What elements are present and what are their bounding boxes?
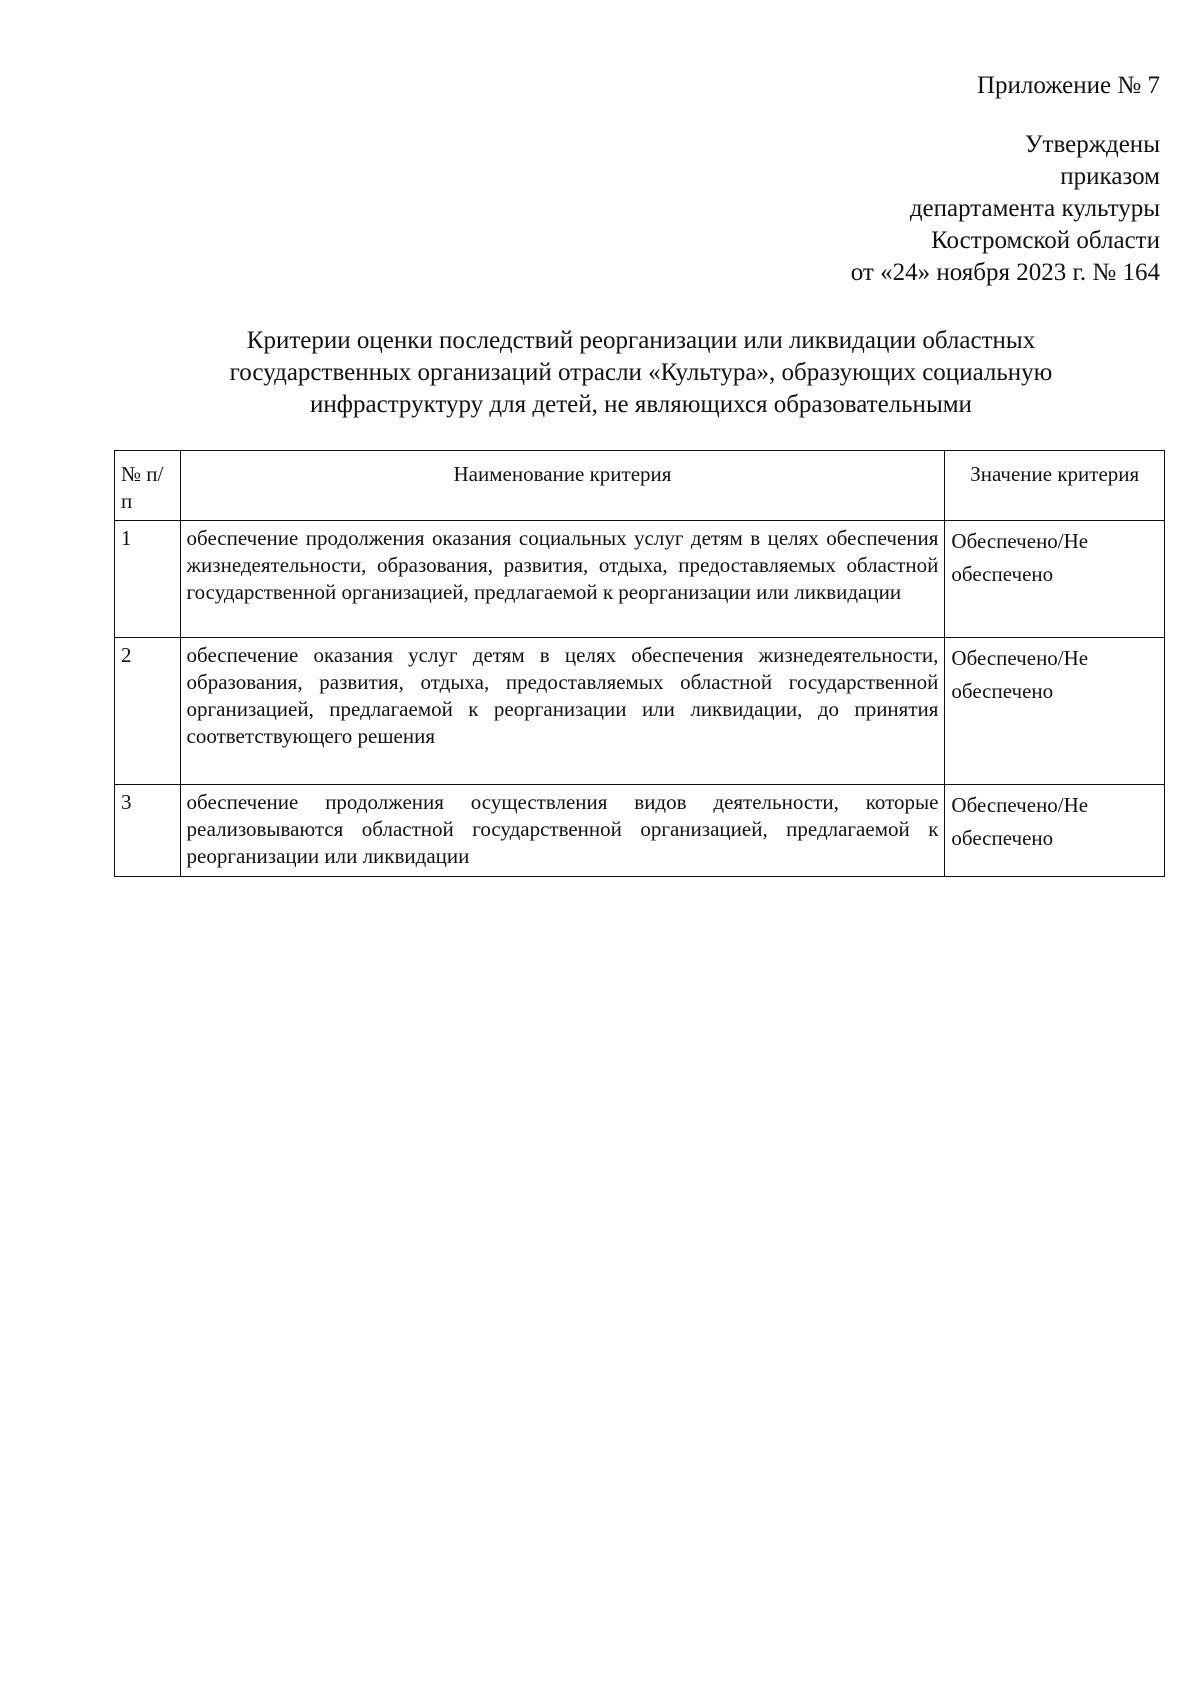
- table-row: [115, 521, 1165, 638]
- criterion-value: [945, 638, 1165, 785]
- row-number: 2: [115, 638, 181, 785]
- value-line: обеспечено: [951, 562, 1054, 586]
- header-criterion-value: Значение критерия: [945, 451, 1165, 521]
- table-row: [115, 785, 1165, 877]
- approval-line: Костромской области: [931, 227, 1160, 254]
- appendix-number: Приложение № 7: [976, 72, 1160, 99]
- title-line: государственных организаций отрасли «Культура», образующих социальную: [229, 359, 1053, 386]
- approval-line: Утверждены: [1024, 131, 1160, 158]
- approval-line: департамента культуры: [909, 195, 1160, 222]
- value-line: Обеспечено/Не: [951, 646, 1089, 670]
- criteria-table: [114, 450, 1165, 877]
- row-number: 1: [115, 521, 181, 638]
- approval-block: [851, 70, 1160, 289]
- value-line: обеспечено: [951, 826, 1054, 850]
- value-line: обеспечено: [951, 679, 1054, 703]
- row-number: 3: [115, 785, 181, 877]
- approval-date-line: от «24» ноября 2023 г. № 164: [850, 259, 1160, 286]
- document-title: [115, 325, 1167, 421]
- criterion-name: обеспечение продолжения оказания социальных услуг детям в целях обеспечения жизнедеятельности, образования, развития, отдыха, предоставляемых областной государственной организацией, предлагаемой к реорганизации или ликвидации: [180, 521, 945, 638]
- header-number: № п/п: [115, 451, 181, 521]
- title-line: инфраструктуру для детей, не являющихся образовательными: [310, 391, 972, 418]
- approval-line: приказом: [1060, 163, 1160, 190]
- header-criterion-name: Наименование критерия: [180, 451, 945, 521]
- title-line: Критерии оценки последствий реорганизации или ликвидации областных: [246, 327, 1036, 354]
- criterion-name: обеспечение продолжения осуществления видов деятельности, которые реализовываются областной государственной организацией, предлагаемой к реорганизации или ликвидации: [180, 785, 945, 877]
- criterion-name: обеспечение оказания услуг детям в целях обеспечения жизнедеятельности, образования, развития, отдыха, предоставляемых областной государственной организацией, предлагаемой к реорганизации или ликвидации, до принятия соответствующего решения: [180, 638, 945, 785]
- criterion-value: [945, 521, 1165, 638]
- value-line: Обеспечено/Не: [951, 529, 1089, 553]
- value-line: Обеспечено/Не: [951, 793, 1089, 817]
- criterion-value: [945, 785, 1165, 877]
- table-row: [115, 638, 1165, 785]
- table-header-row: [115, 451, 1165, 521]
